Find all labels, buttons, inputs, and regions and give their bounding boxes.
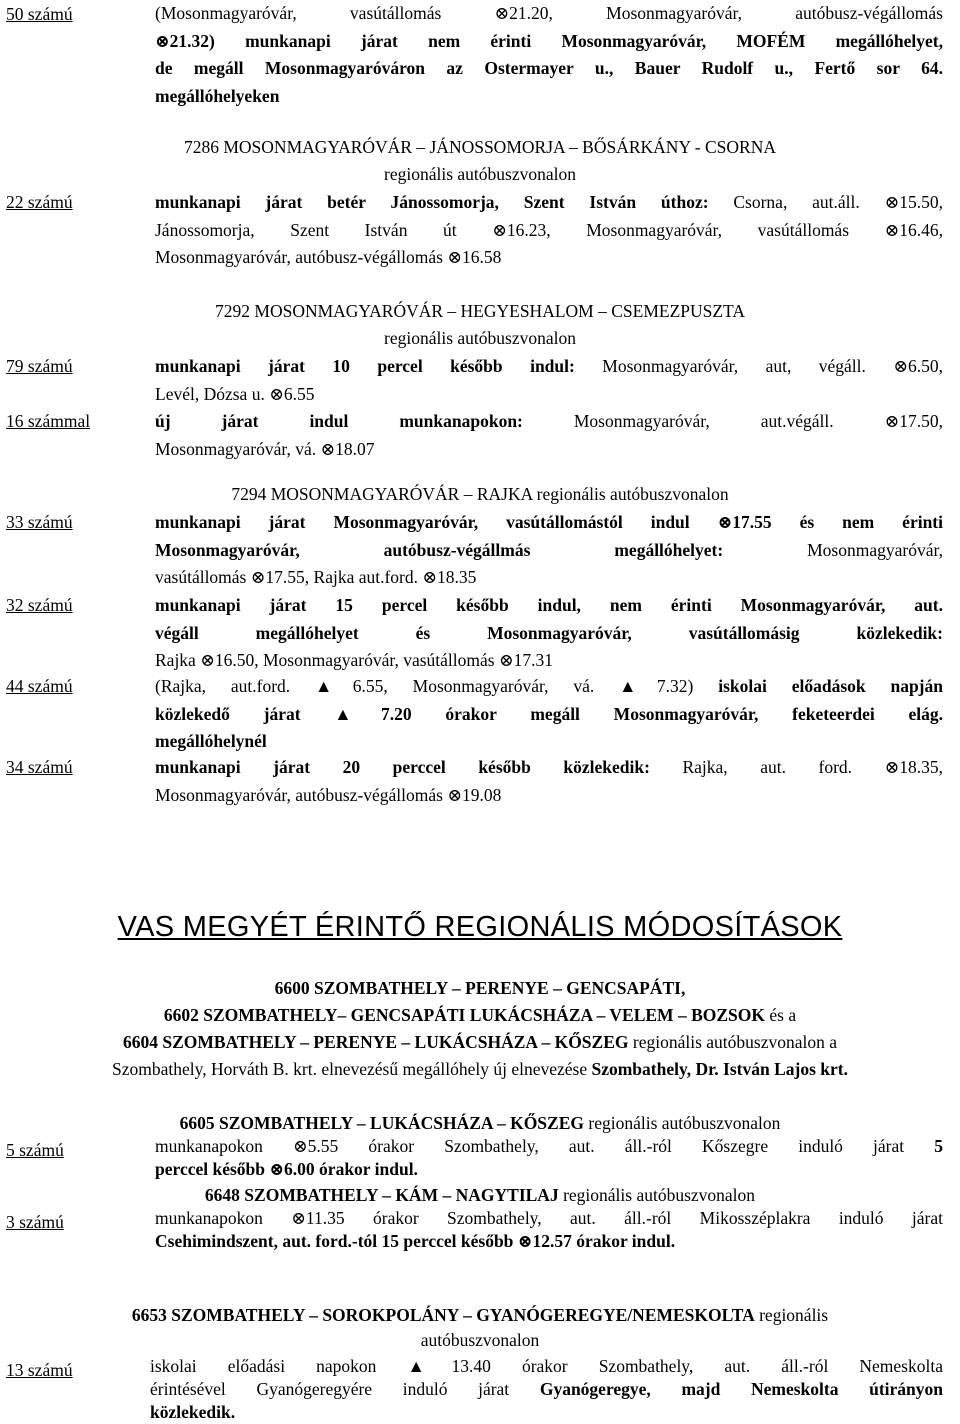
section-heading: VAS MEGYÉT ÉRINTŐ REGIONÁLIS MÓDOSÍTÁSOK (117, 911, 843, 943)
stop-rename-text: Szombathely, Horváth B. krt. elnevezésű megállóhely új elnevezése (112, 1059, 592, 1079)
route-title (0, 1110, 960, 1138)
notice-paragraph (155, 353, 943, 408)
route-title (0, 1182, 960, 1210)
notice-text: Rajka, aut. ford. ⊗18.35, (649, 757, 943, 777)
route-subtitle: regionális autóbuszvonalon (384, 328, 576, 348)
route-number-label: 79 számú (6, 356, 73, 376)
notice-line: ⊗21.32) munkanapi járat nem érinti Mosonmagyaróvár, MOFÉM megállóhelyet, (155, 30, 943, 51)
notice-line: (Mosonmagyaróvár, vasútállomás ⊗21.20, Mosonmagyaróvár, autóbusz-végállomás (155, 3, 943, 23)
route-number-label: 32 számú (6, 595, 73, 615)
route-title-bold: 6648 SZOMBATHELY – KÁM – NAGYTILAJ (204, 1185, 559, 1205)
notice-paragraph (155, 408, 943, 463)
route-number-label: 16 számmal (6, 411, 91, 431)
notice-line: Csehimindszent, aut. ford.-tól 15 perccel később ⊗12.57 órakor indul. (155, 1231, 676, 1251)
notice-bold-text: iskolai előadások napján (693, 676, 943, 696)
route-title-rest: regionális autóbuszvonalon (584, 1113, 781, 1133)
notice-paragraph (150, 1355, 943, 1424)
affected-routes-line (0, 975, 960, 1003)
route-number-label: 22 számú (6, 192, 73, 212)
notice-line: megállóhelynél (155, 731, 267, 751)
route-title (0, 1302, 960, 1330)
route-number-label: 33 számú (6, 512, 73, 532)
route-title-bold: 6653 SZOMBATHELY – SOROKPOLÁNY – GYANÓGEREGYE/NEMESKOLTA (131, 1305, 755, 1325)
route-number-label: 34 számú (6, 757, 73, 777)
notice-text: Mosonmagyaróvár, aut, végáll. ⊗6.50, (574, 356, 943, 376)
notice-text: érintésével Gyanógeregyére induló járat (150, 1379, 540, 1399)
route-title: 7286 MOSONMAGYARÓVÁR – JÁNOSSOMORJA – BŐSÁRKÁNY - CSORNA (183, 137, 777, 157)
route-title (0, 481, 960, 509)
notice-bold-text: munkanapi járat 20 perccel később közlekedik: (155, 757, 650, 777)
route-title-bold: 6605 SZOMBATHELY – LUKÁCSHÁZA – KŐSZEG (179, 1113, 584, 1133)
notice-paragraph (155, 0, 943, 110)
notice-line: végáll megállóhelyet és Mosonmagyaróvár, vasútállomásig közlekedik: (155, 622, 943, 643)
notice-bold-text: 5 (934, 1136, 943, 1156)
notice-line: de megáll Mosonmagyaróváron az Ostermayer u., Bauer Rudolf u., Fertő sor 64. (155, 58, 943, 78)
notice-line: munkanapi járat 15 percel később indul, nem érinti Mosonmagyaróvár, aut. (155, 595, 943, 615)
affected-routes-text: 6600 SZOMBATHELY – PERENYE – GENCSAPÁTI, (274, 978, 686, 998)
notice-line: közlekedik. (150, 1402, 236, 1422)
notice-bold-text: új járat indul munkanapokon: (155, 411, 523, 431)
notice-paragraph (155, 673, 943, 756)
notice-paragraph (155, 754, 943, 809)
route-number-label: 3 számú (6, 1212, 64, 1232)
notice-text: Csorna, aut.áll. ⊗15.50, (708, 192, 943, 212)
notice-line: Mosonmagyaróvár, autóbusz-végállomás ⊗19.08 (155, 784, 502, 805)
stop-rename-bold: Szombathely, Dr. István Lajos krt. (591, 1059, 848, 1079)
notice-paragraph (155, 592, 943, 675)
notice-paragraph (155, 189, 943, 272)
notice-line: Levél, Dózsa u. ⊗6.55 (155, 383, 315, 404)
route-title-rest: regionális autóbuszvonalon (558, 1185, 756, 1205)
notice-line: közlekedő járat ▲7.20 órakor megáll Mosonmagyaróvár, feketeerdei elág. (155, 703, 943, 724)
notice-line: Rajka ⊗16.50, Mosonmagyaróvár, vasútállomás ⊗17.31 (155, 650, 554, 670)
notice-bold-text: munkanapi járat betér Jánossomorja, Szent István úthoz: (155, 192, 709, 212)
notice-paragraph (155, 1207, 943, 1253)
notice-paragraph (155, 1135, 943, 1181)
notice-line: Jánossomorja, Szent István út ⊗16.23, Mosonmagyaróvár, vasútállomás ⊗16.46, (155, 219, 943, 240)
stop-rename-line (0, 1056, 960, 1084)
route-number-label: 13 számú (6, 1360, 73, 1380)
route-number-label: 5 számú (6, 1140, 64, 1160)
notice-line: megállóhelyeken (155, 85, 280, 106)
notice-bold-text: Mosonmagyaróvár, autóbusz-végállmás megállóhelyet: (155, 539, 724, 560)
notice-bold-text: munkanapi járat 10 percel később indul: (155, 356, 575, 376)
route-title-bold: 7294 MOSONMAGYARÓVÁR – RAJKA (231, 484, 533, 504)
route-subtitle: autóbuszvonalon (420, 1330, 540, 1350)
route-number-label: 50 számú (6, 4, 73, 24)
notice-line: Mosonmagyaróvár, autóbusz-végállomás ⊗16.58 (155, 247, 502, 267)
notice-line: munkanapi járat Mosonmagyaróvár, vasútállomástól indul ⊗17.55 és nem érinti (155, 512, 943, 532)
route-title: 7292 MOSONMAGYARÓVÁR – HEGYESHALOM – CSEMEZPUSZTA (215, 301, 745, 321)
notice-line: Mosonmagyaróvár, vá. ⊗18.07 (155, 438, 375, 459)
affected-routes-text: 6604 SZOMBATHELY – PERENYE – LUKÁCSHÁZA – KŐSZEG (123, 1032, 629, 1052)
affected-routes-text: és a (765, 1005, 797, 1025)
notice-paragraph (155, 509, 943, 592)
notice-text: (Rajka, aut.ford. ▲6.55, Mosonmagyaróvár, vá. ▲7.32) (155, 676, 694, 696)
affected-routes-text: 6602 SZOMBATHELY– GENCSAPÁTI LUKÁCSHÁZA – VELEM – BOZSOK (163, 1005, 765, 1025)
route-subtitle: regionális autóbuszvonalon (384, 164, 576, 184)
notice-line: perccel később ⊗6.00 órakor indul. (155, 1159, 418, 1179)
notice-text: Mosonmagyaróvár, (723, 539, 943, 560)
notice-line: iskolai előadási napokon ▲13.40 órakor Szombathely, aut. áll.-ról Nemeskolta (150, 1356, 943, 1376)
notice-bold-text: Gyanógeregye, majd Nemeskolta útirányon (539, 1379, 944, 1399)
route-title-rest: regionális (754, 1305, 829, 1325)
route-number-label: 44 számú (6, 676, 73, 696)
affected-routes-line (0, 1029, 960, 1057)
notice-line: vasútállomás ⊗17.55, Rajka aut.ford. ⊗18.35 (155, 567, 477, 587)
notice-line: munkanapokon ⊗11.35 órakor Szombathely, aut. áll.-ról Mikosszéplakra induló járat (155, 1208, 943, 1228)
notice-text: munkanapokon ⊗5.55 órakor Szombathely, aut. áll.-ról Kőszegre induló járat (155, 1136, 935, 1156)
affected-routes-line (0, 1002, 960, 1030)
affected-routes-text: regionális autóbuszvonalon a (628, 1032, 837, 1052)
notice-text: Mosonmagyaróvár, aut.végáll. ⊗17.50, (522, 411, 943, 431)
route-title-rest: regionális autóbuszvonalon (532, 484, 729, 504)
